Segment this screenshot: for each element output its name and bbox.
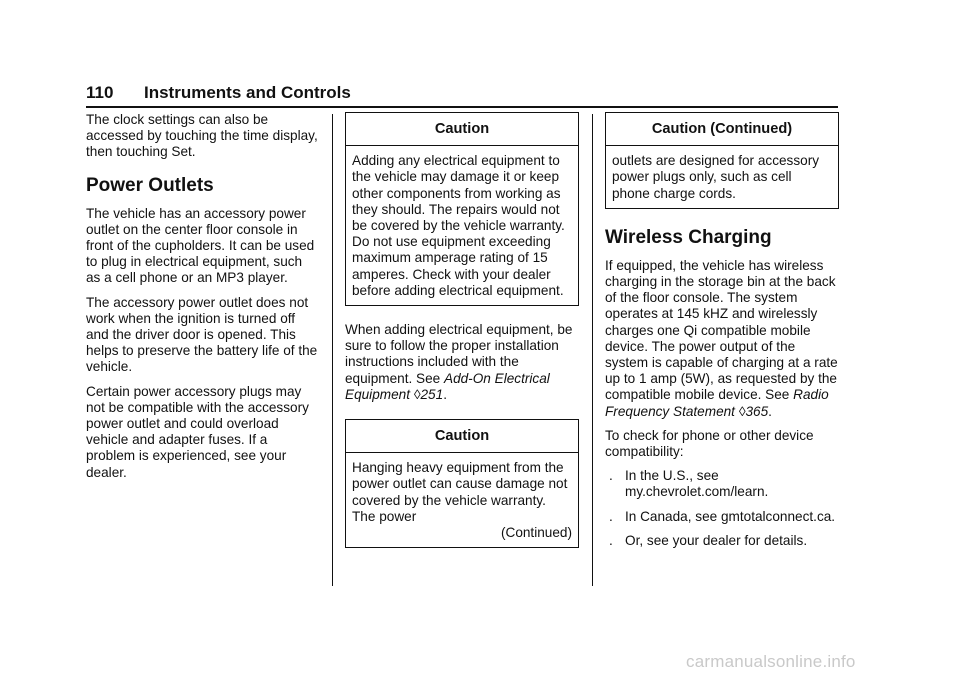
cross-reference-link[interactable]: Add-On Electrical Equipment — [345, 370, 550, 402]
page-ref-icon: ◊ — [413, 386, 421, 402]
paragraph: The vehicle has an accessory power outlet on the center floor console in front of the cupholders. It can be used to plug in electrical equipment, such as a cell phone or an MP3 player. — [86, 205, 315, 286]
list-item — [605, 533, 839, 549]
page-ref-icon: ◊ — [738, 403, 746, 419]
period: . — [443, 386, 447, 402]
section-heading-wireless-charging: Wireless Charging — [605, 226, 772, 248]
period: . — [768, 403, 772, 419]
column-divider — [332, 114, 333, 586]
caution-title: Caution — [346, 420, 578, 453]
paragraph — [605, 258, 839, 420]
page-number: 110 — [86, 83, 114, 102]
watermark: carmanualsonline.info — [686, 652, 856, 671]
caution-box-continued — [605, 112, 839, 209]
bullet-icon: . — [609, 508, 613, 524]
list-item — [605, 509, 839, 525]
caution-title: Caution (Continued) — [606, 113, 838, 146]
list-item-text: Or, see your dealer for details. — [625, 532, 808, 548]
caution-body — [346, 453, 578, 547]
caution-body: Adding any electrical equipment to the vehicle may damage it or keep other components from working as they should. The repairs would not be covered by the vehicle warranty. Do not use equipment exceeding maximum amperage rating of 15 amperes. Check with your dealer before adding electrical equipment. — [352, 153, 565, 298]
caution-box — [345, 419, 579, 548]
list-item-text: In Canada, see gmtotalconnect.ca. — [625, 508, 836, 524]
column-2 — [345, 112, 579, 560]
paragraph — [345, 322, 579, 403]
bullet-icon: . — [609, 468, 613, 484]
list-item — [605, 468, 839, 500]
paragraph: Certain power accessory plugs may not be compatible with the accessory power outlet and could overload vehicle and adapter fuses. If a problem is experienced, see your dealer. — [86, 383, 309, 480]
column-3 — [605, 112, 839, 557]
intro-paragraph: The clock settings can also be accessed by touching the time display, then touching Set. — [86, 112, 318, 160]
column-1 — [86, 112, 318, 489]
paragraph: The accessory power outlet does not work when the ignition is turned off and the driver door is opened. This helps to preserve the battery life of the vehicle. — [86, 294, 318, 375]
paragraph: To check for phone or other device compatibility: — [605, 427, 814, 460]
caution-body: outlets are designed for accessory power plugs only, such as cell phone charge cords. — [612, 153, 820, 201]
page-reference[interactable]: 251 — [420, 386, 444, 402]
list-item-text: In the U.S., see my.chevrolet.com/learn. — [625, 468, 769, 500]
paragraph-text: When adding electrical equipment, be sure to follow the proper installation instructions included with the equipment. See — [345, 322, 573, 386]
caution-box — [345, 112, 579, 306]
section-heading-power-outlets: Power Outlets — [86, 174, 214, 196]
paragraph-text: If equipped, the vehicle has wireless charging in the storage bin at the back of the floor console. The system operates at 145 kHZ and wirelessly charges one Qi compatible mobile device. The power output of the system is capable of charging at a rate up to 1 amp (5W), as requested by the compatible mobile device. See — [605, 257, 838, 403]
column-divider — [592, 114, 593, 586]
cross-reference-link[interactable]: Radio Frequency Statement — [605, 387, 829, 419]
continued-label: (Continued) — [500, 525, 572, 541]
caution-title: Caution — [346, 113, 578, 146]
bullet-icon: . — [609, 532, 613, 548]
page-section-title: Instruments and Controls — [144, 83, 351, 102]
page-header — [86, 80, 838, 108]
page-reference[interactable]: 365 — [745, 403, 769, 419]
caution-text: Hanging heavy equipment from the power outlet can cause damage not covered by the vehicle warranty. The power — [352, 460, 568, 524]
